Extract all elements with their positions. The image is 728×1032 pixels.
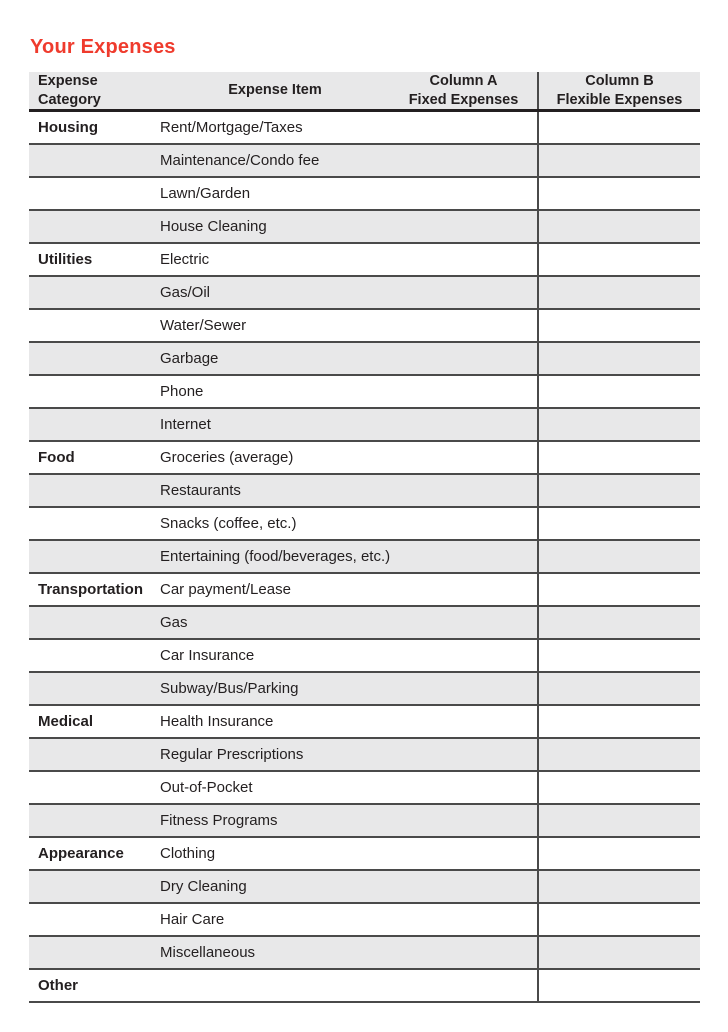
table-row (29, 211, 700, 244)
table-row (29, 442, 700, 475)
item-cell: Out-of-Pocket (160, 778, 253, 796)
item-cell: Internet (160, 415, 211, 433)
item-cell: Electric (160, 250, 210, 268)
category-cell: Medical (38, 712, 94, 730)
category-cell (29, 805, 160, 836)
category-cell (29, 475, 160, 506)
item-cell: Car Insurance (160, 646, 255, 664)
header-column-a (390, 72, 537, 109)
table-row (29, 508, 700, 541)
item-cell: Health Insurance (160, 712, 274, 730)
item-cell: Maintenance/Condo fee (160, 151, 320, 169)
table-row (29, 343, 700, 376)
table-row (29, 904, 700, 937)
item-cell: Garbage (160, 349, 219, 367)
flexible-expense-cell (537, 673, 700, 704)
category-cell: Transportation (38, 580, 144, 598)
flexible-expense-cell (537, 805, 700, 836)
item-cell: Lawn/Garden (160, 184, 251, 202)
fixed-expense-cell (390, 244, 537, 275)
header-column-a-line2: Fixed Expenses (408, 91, 519, 108)
flexible-expense-cell (537, 871, 700, 902)
flexible-expense-cell (537, 178, 700, 209)
item-cell: Subway/Bus/Parking (160, 679, 299, 697)
flexible-expense-cell (537, 112, 700, 143)
flexible-expense-cell (537, 904, 700, 935)
category-cell: Utilities (38, 250, 93, 268)
item-cell: Fitness Programs (160, 811, 278, 829)
table-row (29, 244, 700, 277)
flexible-expense-cell (537, 508, 700, 539)
item-cell: Groceries (average) (160, 448, 294, 466)
table-row (29, 739, 700, 772)
fixed-expense-cell (390, 475, 537, 506)
table-row (29, 937, 700, 970)
table-row (29, 409, 700, 442)
item-cell: Hair Care (160, 910, 225, 928)
flexible-expense-cell (537, 376, 700, 407)
fixed-expense-cell (390, 937, 537, 968)
flexible-expense-cell (537, 310, 700, 341)
flexible-expense-cell (537, 442, 700, 473)
category-cell (29, 871, 160, 902)
category-cell (29, 508, 160, 539)
table-header-row (29, 72, 700, 112)
table-row (29, 541, 700, 574)
fixed-expense-cell (390, 178, 537, 209)
item-cell: Restaurants (160, 481, 241, 499)
fixed-expense-cell (390, 310, 537, 341)
table-row (29, 178, 700, 211)
flexible-expense-cell (537, 277, 700, 308)
flexible-expense-cell (537, 541, 700, 572)
item-cell: Phone (160, 382, 204, 400)
fixed-expense-cell (390, 574, 537, 605)
category-cell: Food (38, 448, 75, 466)
item-cell (160, 970, 390, 1001)
fixed-expense-cell (390, 376, 537, 407)
category-cell (29, 178, 160, 209)
flexible-expense-cell (537, 838, 700, 869)
flexible-expense-cell (537, 145, 700, 176)
table-row (29, 640, 700, 673)
fixed-expense-cell (390, 409, 537, 440)
item-cell: Rent/Mortgage/Taxes (160, 118, 303, 136)
table-row (29, 706, 700, 739)
flexible-expense-cell (537, 739, 700, 770)
category-cell (29, 409, 160, 440)
table-row (29, 772, 700, 805)
header-expense-item (160, 72, 390, 109)
table-row (29, 376, 700, 409)
flexible-expense-cell (537, 970, 700, 1001)
header-expense-category (29, 72, 160, 109)
category-cell (29, 607, 160, 638)
flexible-expense-cell (537, 343, 700, 374)
category-cell: Other (38, 976, 79, 994)
fixed-expense-cell (390, 871, 537, 902)
fixed-expense-cell (390, 442, 537, 473)
expenses-table (29, 72, 700, 1003)
item-cell: Gas/Oil (160, 283, 211, 301)
item-cell: Regular Prescriptions (160, 745, 304, 763)
fixed-expense-cell (390, 805, 537, 836)
flexible-expense-cell (537, 937, 700, 968)
category-cell (29, 343, 160, 374)
category-cell (29, 640, 160, 671)
flexible-expense-cell (537, 574, 700, 605)
fixed-expense-cell (390, 673, 537, 704)
fixed-expense-cell (390, 145, 537, 176)
item-cell: Car payment/Lease (160, 580, 291, 598)
flexible-expense-cell (537, 244, 700, 275)
flexible-expense-cell (537, 772, 700, 803)
header-column-b-line2: Flexible Expenses (556, 91, 683, 108)
flexible-expense-cell (537, 409, 700, 440)
item-cell: Snacks (coffee, etc.) (160, 514, 297, 532)
table-body (29, 112, 700, 1003)
fixed-expense-cell (390, 739, 537, 770)
fixed-expense-cell (390, 607, 537, 638)
category-cell (29, 541, 160, 572)
category-cell: Housing (38, 118, 98, 136)
flexible-expense-cell (537, 640, 700, 671)
category-cell (29, 904, 160, 935)
table-row (29, 112, 700, 145)
table-row (29, 838, 700, 871)
flexible-expense-cell (537, 607, 700, 638)
category-cell (29, 211, 160, 242)
header-column-b-line1: Column B (585, 73, 654, 90)
table-row (29, 607, 700, 640)
item-cell: Gas (160, 613, 188, 631)
flexible-expense-cell (537, 475, 700, 506)
header-column-a-line1: Column A (429, 73, 498, 90)
fixed-expense-cell (390, 508, 537, 539)
header-expense-category-line2: Category (38, 91, 101, 108)
category-cell (29, 937, 160, 968)
category-cell (29, 145, 160, 176)
item-cell: Dry Cleaning (160, 877, 247, 895)
fixed-expense-cell (390, 640, 537, 671)
fixed-expense-cell (390, 112, 537, 143)
flexible-expense-cell (537, 211, 700, 242)
item-cell: House Cleaning (160, 217, 267, 235)
page-title: Your Expenses (30, 36, 176, 58)
fixed-expense-cell (390, 838, 537, 869)
item-cell: Entertaining (food/beverages, etc.) (160, 547, 390, 565)
fixed-expense-cell (390, 772, 537, 803)
table-row (29, 145, 700, 178)
category-cell (29, 310, 160, 341)
fixed-expense-cell (390, 277, 537, 308)
table-row (29, 970, 700, 1003)
fixed-expense-cell (390, 706, 537, 737)
item-cell: Miscellaneous (160, 943, 256, 961)
table-row (29, 871, 700, 904)
category-cell (29, 277, 160, 308)
table-row (29, 673, 700, 706)
category-cell (29, 673, 160, 704)
fixed-expense-cell (390, 970, 537, 1001)
fixed-expense-cell (390, 541, 537, 572)
fixed-expense-cell (390, 211, 537, 242)
category-cell: Appearance (38, 844, 124, 862)
category-cell (29, 739, 160, 770)
category-cell (29, 772, 160, 803)
item-cell: Clothing (160, 844, 216, 862)
table-row (29, 310, 700, 343)
table-row (29, 277, 700, 310)
table-row (29, 475, 700, 508)
header-expense-item-label: Expense Item (228, 82, 322, 99)
table-row (29, 805, 700, 838)
table-row (29, 574, 700, 607)
category-cell (29, 376, 160, 407)
flexible-expense-cell (537, 706, 700, 737)
fixed-expense-cell (390, 904, 537, 935)
item-cell: Water/Sewer (160, 316, 247, 334)
header-expense-category-line1: Expense (38, 73, 98, 90)
fixed-expense-cell (390, 343, 537, 374)
header-column-b (537, 72, 700, 109)
